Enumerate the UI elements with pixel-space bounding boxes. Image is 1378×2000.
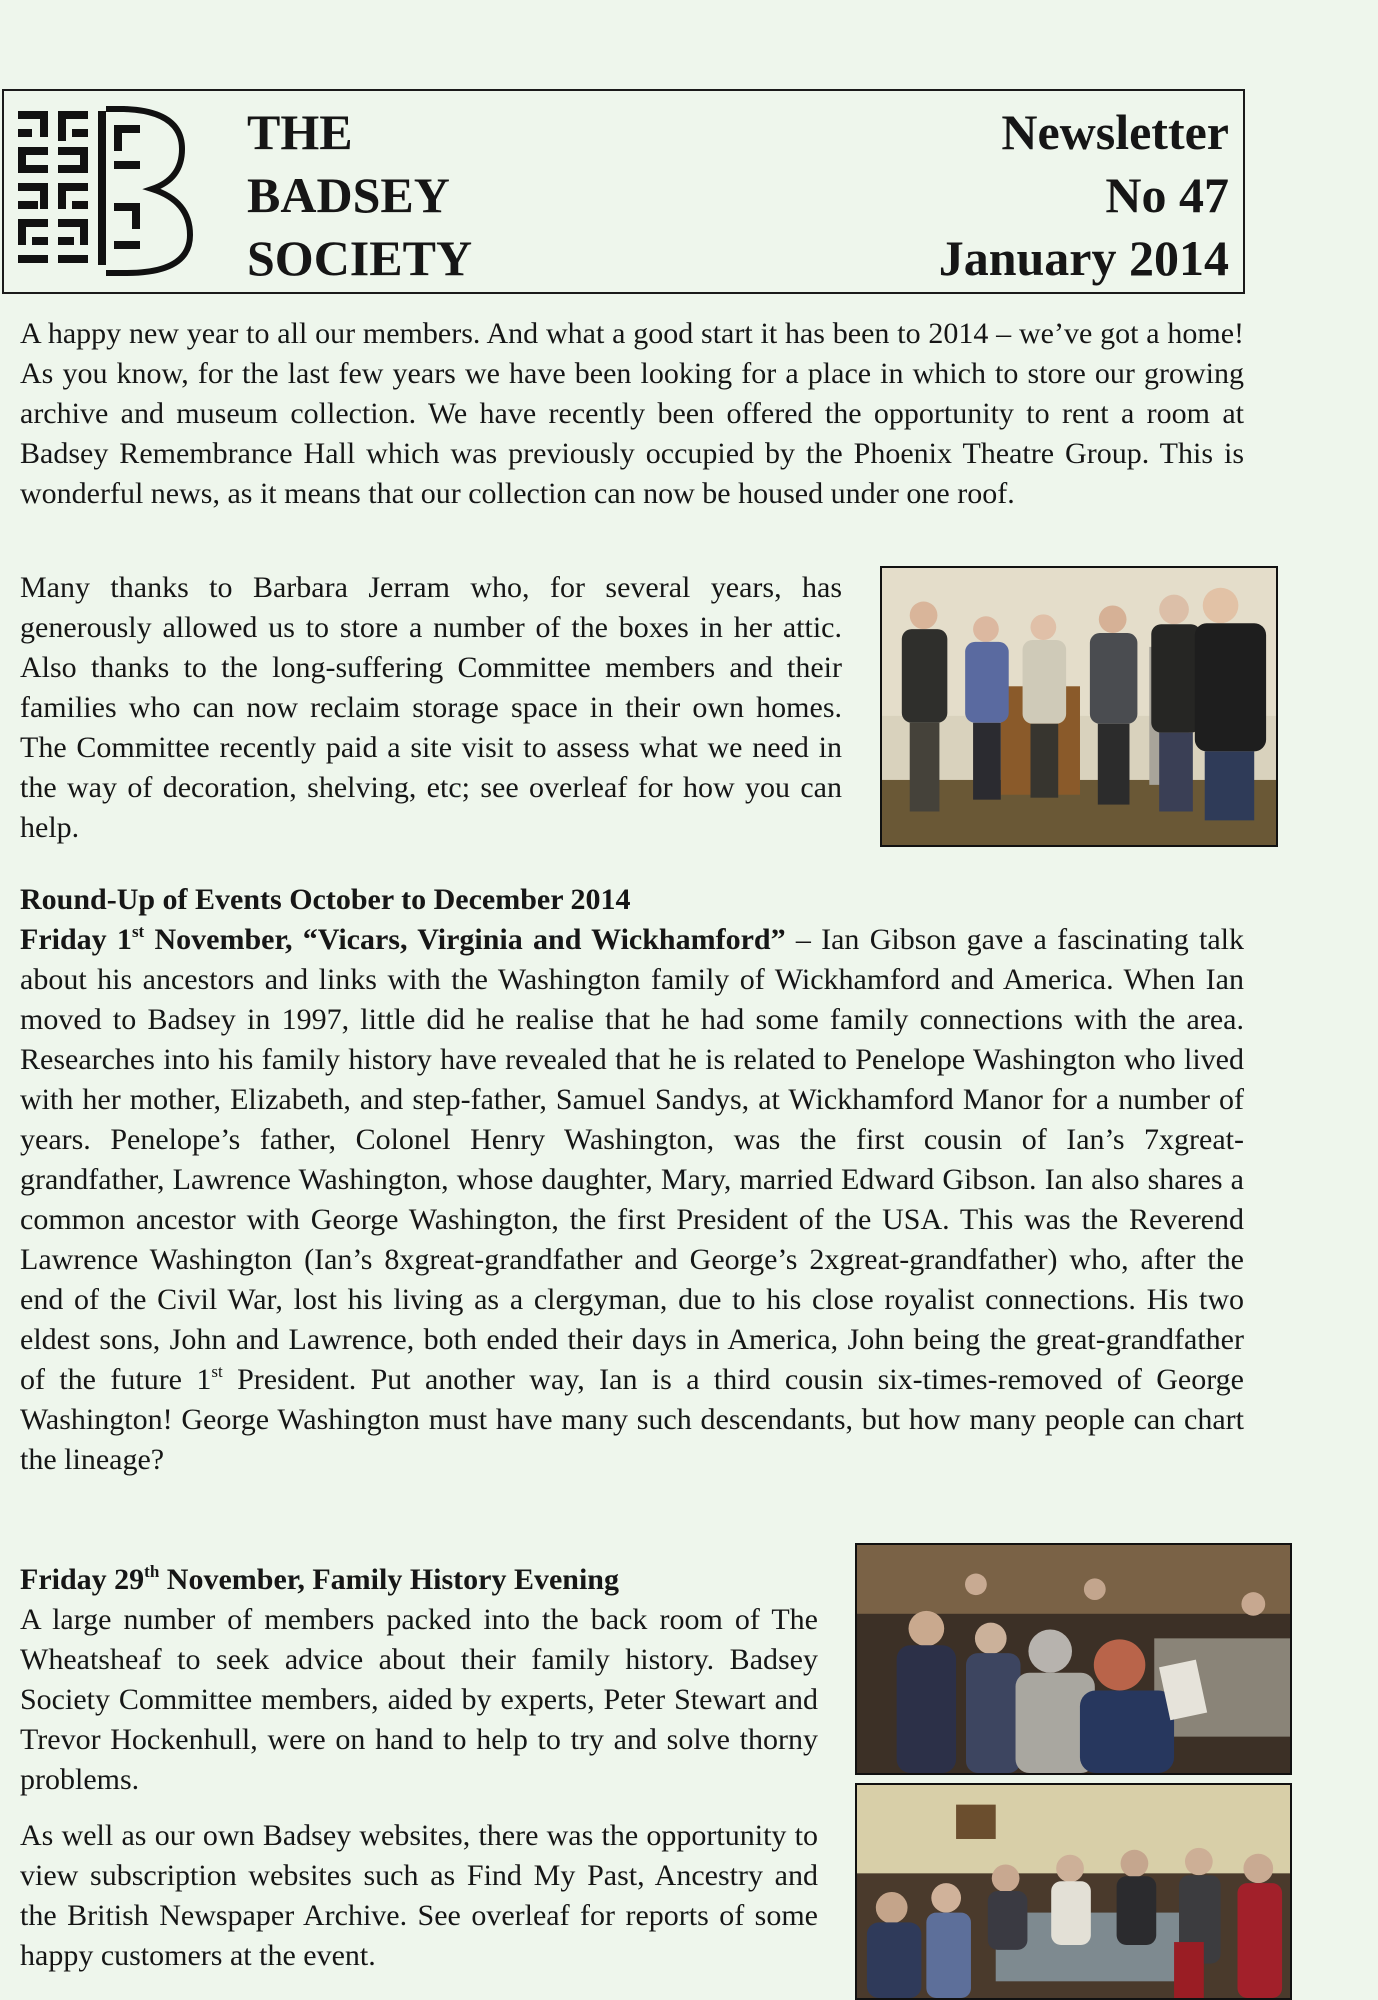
event2-paragraph2: As well as our own Badsey websites, there was the opportunity to view subscription websites such as Find My Past, Ancestry and the British Newspaper Archive. See overleaf for reports of some happy customers at the event.	[20, 1819, 818, 1972]
society-name	[247, 101, 472, 290]
event1-title-part1: Friday 1	[20, 923, 132, 956]
event2-title-part1: Friday 29	[20, 1563, 145, 1596]
roundup-heading: Round-Up of Events October to December 2014	[20, 883, 631, 916]
intro-paragraph: A happy new year to all our members. And what a good start it has been to 2014 – we’ve got a home! As you know, for the last few years we have been looking for a place in which to store our growing archive and museum collection. We have recently been offered the opportunity to rent a room at Badsey Remembrance Hall which was previously occupied by the Phoenix Theatre Group. This is wonderful news, as it means that our collection can now be housed under one roof.	[20, 317, 1244, 510]
issue-info	[939, 101, 1229, 290]
event1-text-part2: President. Put another way, Ian is a third cousin six-times-removed of George Washington! George Washington must have many such descendants, but how many people can chart the lineage?	[20, 1363, 1244, 1476]
event2-title	[20, 1560, 619, 1600]
event1-paragraph	[20, 920, 1244, 1480]
badsey-society-logo	[14, 103, 194, 278]
event1-title-sup: st	[131, 922, 145, 941]
family-history-evening-photo-1	[855, 1543, 1292, 1775]
issue-date: January 2014	[938, 230, 1229, 286]
family-history-evening-photo-2	[855, 1783, 1292, 2000]
event2-title-part2: November, Family History Evening	[159, 1563, 619, 1596]
society-name-line3: SOCIETY	[247, 230, 473, 286]
committee-site-visit-photo	[880, 566, 1278, 847]
event1-title-part2: November, “Vicars, Virginia and Wickhamford”	[144, 923, 786, 956]
society-name-line1: THE	[247, 104, 353, 160]
society-name-line2: BADSEY	[247, 167, 450, 223]
newsletter-label: Newsletter	[1001, 104, 1229, 160]
thanks-paragraph: Many thanks to Barbara Jerram who, for several years, has generously allowed us to store a number of the boxes in her attic. Also thanks to the long-suffering Committee members and their families who can now reclaim storage space in their own homes. The Committee recently paid a site visit to assess what we need in the way of decoration, shelving, etc; see overleaf for how you can help.	[20, 571, 842, 844]
issue-number: No 47	[1105, 167, 1229, 223]
event1-title	[20, 923, 786, 956]
event1-text-part1: – Ian Gibson gave a fascinating talk about his ancestors and links with the Washington family of Wickhamford and America. When Ian moved to Badsey in 1997, little did he realise that he had some family connections with the area. Researches into his family history have revealed that he is related to Penelope Washington who lived with her mother, Elizabeth, and step-father, Samuel Sandys, at Wickhamford Manor for a number of years. Penelope’s father, Colonel Henry Washington, was the first cousin of Ian’s 7xgreat-grandfather, Lawrence Washington, whose daughter, Mary, married Edward Gibson. Ian also shares a common ancestor with George Washington, the first President of the USA. This was the Reverend Lawrence Washington (Ian’s 8xgreat-grandfather and George’s 2xgreat-grandfather) who, after the end of the Civil War, lost his living as a clergyman, due to his close royalist connections. His two eldest sons, John and Lawrence, both ended their days in America, John being the great-grandfather of the future 1	[20, 923, 1244, 1396]
event2-title-sup: th	[144, 1562, 160, 1581]
event1-text-sup: st	[211, 1362, 223, 1381]
event2-paragraph1: A large number of members packed into the back room of The Wheatsheaf to seek advice about their family history. Badsey Society Committee members, aided by experts, Peter Stewart and Trevor Hockenhull, were on hand to help to try and solve thorny problems.	[20, 1603, 818, 1796]
masthead	[2, 89, 1245, 294]
